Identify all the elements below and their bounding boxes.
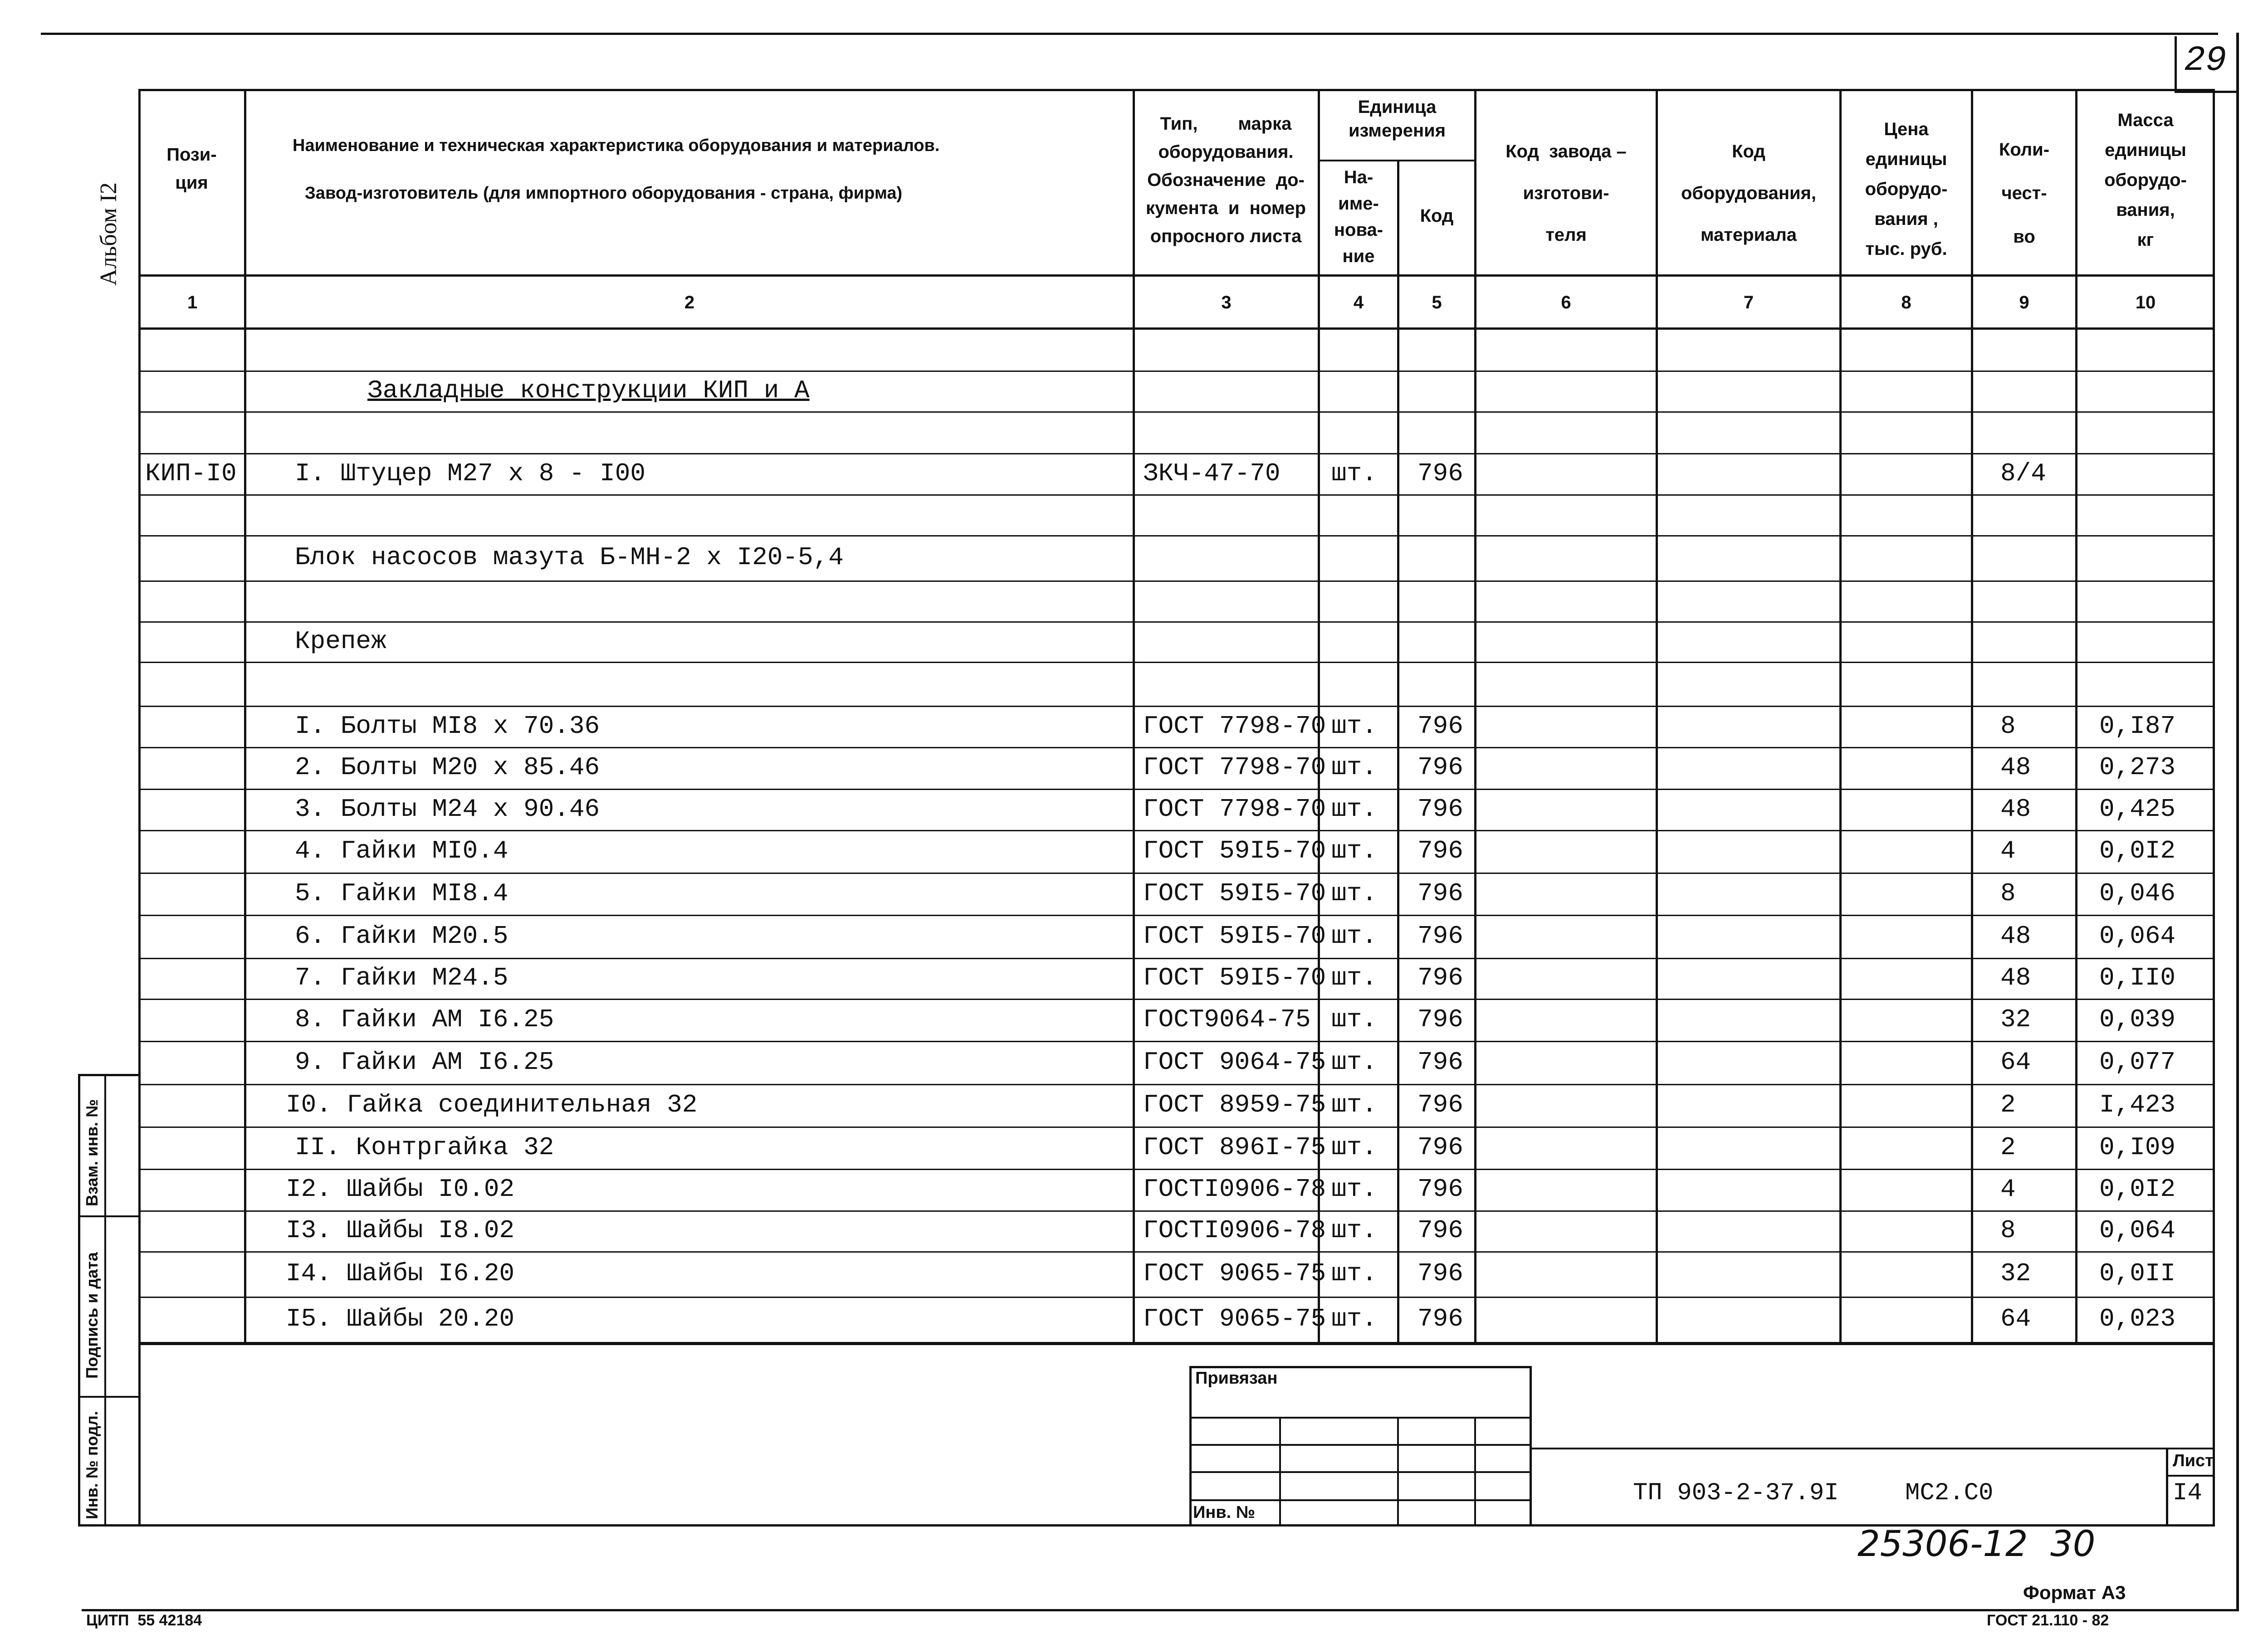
cell-mass: 0,0II bbox=[2099, 1259, 2176, 1288]
cell-type: ГОСТI0906-78 bbox=[1143, 1216, 1326, 1245]
header-mass: Масса единицы оборудо- вания, кг bbox=[2104, 110, 2187, 250]
cell-type: ГОСТ 8959-75 bbox=[1143, 1090, 1326, 1119]
bound-stamp-vline-3 bbox=[1474, 1417, 1476, 1527]
cell-type: ГОСТ 59I5-70 bbox=[1143, 921, 1326, 951]
cell-name: 3. Болты М24 х 90.46 bbox=[295, 794, 600, 824]
table-row bbox=[0, 454, 2268, 496]
colnum-8: 8 bbox=[1901, 293, 1911, 312]
cell-name: 9. Гайки АМ I6.25 bbox=[295, 1047, 554, 1077]
table-row bbox=[0, 663, 2268, 707]
bottom-frame-line bbox=[82, 1609, 2239, 1611]
left-strip-div-2 bbox=[78, 1396, 141, 1398]
cell-name: I5. Шайбы 20.20 bbox=[286, 1304, 515, 1333]
strip-podpis-label: Подпись и дата bbox=[83, 1252, 101, 1379]
cell-qty: 64 bbox=[2000, 1304, 2031, 1333]
document-code: ТП 903-2-37.9I bbox=[1633, 1479, 1839, 1507]
cell-name: I3. Шайбы I8.02 bbox=[286, 1216, 515, 1245]
cell-code: 796 bbox=[1418, 458, 1463, 488]
cell-type: ГОСТ 9065-75 bbox=[1143, 1304, 1326, 1333]
cell-code: 796 bbox=[1418, 1259, 1463, 1288]
table-row bbox=[0, 1042, 2268, 1085]
drawing-bottom-frame bbox=[138, 1343, 2215, 1527]
strip-vzam-label: Взам. инв. № bbox=[83, 1099, 101, 1206]
cell-code: 796 bbox=[1418, 1216, 1463, 1245]
table-row bbox=[0, 707, 2268, 748]
header-equipment-code: Код оборудования, материала bbox=[1681, 141, 1817, 245]
header-position: Пози- ция bbox=[166, 145, 217, 193]
cell-qty: 2 bbox=[2000, 1090, 2016, 1119]
cell-type: ГОСТ 59I5-70 bbox=[1143, 836, 1326, 865]
cell-type: ГОСТ 7798-70 bbox=[1143, 794, 1326, 824]
table-row bbox=[0, 1085, 2268, 1128]
cell-name: II. Контргайка 32 bbox=[295, 1132, 554, 1162]
cell-qty: 8 bbox=[2000, 711, 2016, 741]
cell-name: Крепеж bbox=[295, 626, 386, 656]
header-type: Тип, марка оборудования. Обозначение до- кумента и номер опросного листа bbox=[1146, 114, 1306, 246]
document-mark: МС2.С0 bbox=[1905, 1479, 1994, 1507]
table-row bbox=[0, 1170, 2268, 1212]
cell-unit: шт. bbox=[1331, 753, 1377, 782]
cell-mass: 0,I87 bbox=[2099, 711, 2176, 741]
cell-code: 796 bbox=[1418, 1132, 1463, 1162]
colnum-2: 2 bbox=[684, 293, 695, 312]
table-row bbox=[0, 496, 2268, 537]
cell-qty: 8 bbox=[2000, 878, 2016, 908]
table-row bbox=[0, 330, 2268, 372]
table-row bbox=[0, 831, 2268, 874]
cell-qty: 4 bbox=[2000, 1175, 2016, 1204]
table-row bbox=[0, 916, 2268, 959]
table-row bbox=[0, 1000, 2268, 1042]
table-row bbox=[0, 623, 2268, 663]
cell-name: Блок насосов мазута Б-МН-2 х I20-5,4 bbox=[295, 543, 844, 572]
sheet-box-line bbox=[2166, 1448, 2168, 1527]
cell-mass: I,423 bbox=[2099, 1090, 2176, 1119]
table-row bbox=[0, 874, 2268, 916]
table-row bbox=[0, 959, 2268, 1000]
cell-type: ГОСТ 59I5-70 bbox=[1143, 963, 1326, 992]
cell-qty: 8 bbox=[2000, 1216, 2016, 1245]
cell-code: 796 bbox=[1418, 753, 1463, 782]
table-row bbox=[0, 790, 2268, 831]
cell-name: I. Штуцер М27 х 8 - I00 bbox=[295, 458, 645, 488]
cell-mass: 0,064 bbox=[2099, 1216, 2176, 1245]
cell-name: 4. Гайки МI0.4 bbox=[295, 836, 508, 865]
colnum-6: 6 bbox=[1561, 293, 1571, 312]
cell-unit: шт. bbox=[1331, 794, 1377, 824]
cell-name: I2. Шайбы I0.02 bbox=[286, 1175, 515, 1204]
cell-unit: шт. bbox=[1331, 1047, 1377, 1077]
bound-stamp-vline-2 bbox=[1397, 1417, 1399, 1527]
cell-unit: шт. bbox=[1331, 711, 1377, 741]
cell-type: ГОСТ 7798-70 bbox=[1143, 753, 1326, 782]
colnum-9: 9 bbox=[2019, 293, 2029, 312]
header-unit-group: Единица измерения bbox=[1348, 97, 1446, 141]
cell-qty: 8/4 bbox=[2000, 458, 2046, 488]
header-unit-code: Код bbox=[1420, 206, 1454, 226]
format-label: Формат А3 bbox=[2023, 1582, 2126, 1603]
cell-code: 796 bbox=[1418, 1047, 1463, 1077]
cell-unit: шт. bbox=[1331, 1216, 1377, 1245]
bound-stamp-line-1 bbox=[1189, 1417, 1532, 1419]
corner-number: 29 bbox=[2184, 41, 2227, 81]
cell-unit: шт. bbox=[1331, 836, 1377, 865]
cell-unit: шт. bbox=[1331, 1132, 1377, 1162]
cell-mass: 0,273 bbox=[2099, 753, 2176, 782]
sheet-box-mid-line bbox=[2166, 1475, 2215, 1477]
left-strip-div-1 bbox=[78, 1215, 141, 1217]
table-row bbox=[0, 413, 2268, 454]
title-block-top-line bbox=[1532, 1448, 2215, 1449]
cell-code: 796 bbox=[1418, 878, 1463, 908]
cell-name: Закладные конструкции КИП и А bbox=[367, 376, 810, 405]
cell-code: 796 bbox=[1418, 1005, 1463, 1034]
cell-mass: 0,425 bbox=[2099, 794, 2176, 824]
table-row bbox=[0, 1253, 2268, 1298]
colnum-1: 1 bbox=[187, 293, 198, 312]
table-row bbox=[0, 582, 2268, 623]
header-bottom-line bbox=[138, 274, 2215, 277]
table-row bbox=[0, 748, 2268, 790]
cell-code: 796 bbox=[1418, 1304, 1463, 1333]
cell-name: I0. Гайка соединительная 32 bbox=[286, 1090, 698, 1119]
cell-unit: шт. bbox=[1331, 1304, 1377, 1333]
cell-unit: шт. bbox=[1331, 1090, 1377, 1119]
cell-unit: шт. bbox=[1331, 458, 1377, 488]
table-row bbox=[0, 1212, 2268, 1253]
cell-qty: 48 bbox=[2000, 794, 2031, 824]
colnum-4: 4 bbox=[1353, 293, 1364, 312]
cell-code: 796 bbox=[1418, 921, 1463, 951]
cell-qty: 48 bbox=[2000, 921, 2031, 951]
cell-mass: 0,064 bbox=[2099, 921, 2176, 951]
top-frame-line bbox=[41, 33, 2218, 35]
cell-name: I4. Шайбы I6.20 bbox=[286, 1259, 515, 1288]
cell-name: 6. Гайки М20.5 bbox=[295, 921, 508, 951]
bottom-right-standard: ГОСТ 21.110 - 82 bbox=[1987, 1612, 2109, 1629]
cell-unit: шт. bbox=[1331, 921, 1377, 951]
cell-pos: КИП-I0 bbox=[145, 458, 237, 488]
cell-code: 796 bbox=[1418, 1175, 1463, 1204]
sheet-label: Лист bbox=[2173, 1451, 2214, 1470]
colnum-3: 3 bbox=[1221, 293, 1232, 312]
cell-unit: шт. bbox=[1331, 1175, 1377, 1204]
cell-name: 5. Гайки МI8.4 bbox=[295, 878, 508, 908]
cell-code: 796 bbox=[1418, 711, 1463, 741]
cell-type: ГОСТ 896I-75 bbox=[1143, 1132, 1326, 1162]
bound-stamp-line-2 bbox=[1189, 1444, 1532, 1446]
header-price: Цена единицы оборудо- вания , тыс. руб. bbox=[1865, 119, 1948, 259]
cell-code: 796 bbox=[1418, 963, 1463, 992]
header-unit-name: На- име- нова- ние bbox=[1334, 167, 1383, 266]
cell-type: ГОСТI0906-78 bbox=[1143, 1175, 1326, 1204]
cell-type: ГОСТ 7798-70 bbox=[1143, 711, 1326, 741]
cell-mass: 0,I09 bbox=[2099, 1132, 2176, 1162]
bottom-left-code: ЦИТП 55 42184 bbox=[86, 1612, 202, 1629]
header-name-line1: Наименование и техническая характеристика оборудования и материалов. bbox=[293, 136, 940, 155]
left-strip-inner-line bbox=[104, 1074, 106, 1527]
table-row bbox=[0, 1298, 2268, 1343]
cell-mass: 0,046 bbox=[2099, 878, 2176, 908]
album-label: Альбом I2 bbox=[96, 182, 122, 286]
cell-qty: 32 bbox=[2000, 1005, 2031, 1034]
cell-mass: 0,0I2 bbox=[2099, 836, 2176, 865]
cell-type: ЗКЧ-47-70 bbox=[1143, 458, 1281, 488]
cell-mass: 0,II0 bbox=[2099, 963, 2176, 992]
cell-mass: 0,0I2 bbox=[2099, 1175, 2176, 1204]
header-quantity: Коли- чест- во bbox=[1999, 140, 2050, 247]
bound-stamp-vline-1 bbox=[1279, 1417, 1281, 1527]
sheet-value: I4 bbox=[2173, 1479, 2202, 1507]
cell-mass: 0,023 bbox=[2099, 1304, 2176, 1333]
cell-qty: 48 bbox=[2000, 753, 2031, 782]
cell-type: ГОСТ 9065-75 bbox=[1143, 1259, 1326, 1288]
bound-stamp-line-3 bbox=[1189, 1471, 1532, 1473]
cell-qty: 2 bbox=[2000, 1132, 2016, 1162]
cell-mass: 0,039 bbox=[2099, 1005, 2176, 1034]
cell-code: 796 bbox=[1418, 1090, 1463, 1119]
unit-group-line bbox=[1318, 160, 1476, 161]
cell-name: 8. Гайки АМ I6.25 bbox=[295, 1005, 554, 1034]
table-row bbox=[0, 537, 2268, 582]
cell-unit: шт. bbox=[1331, 1259, 1377, 1288]
cell-unit: шт. bbox=[1331, 963, 1377, 992]
cell-name: 2. Болты М20 х 85.46 bbox=[295, 753, 600, 782]
cell-mass: 0,077 bbox=[2099, 1047, 2176, 1077]
cell-qty: 32 bbox=[2000, 1259, 2031, 1288]
cell-type: ГОСТ 9064-75 bbox=[1143, 1047, 1326, 1077]
table-row bbox=[0, 1128, 2268, 1170]
cell-type: ГОСТ9064-75 bbox=[1143, 1005, 1311, 1034]
cell-code: 796 bbox=[1418, 836, 1463, 865]
header-factory-code: Код завода – изготови- теля bbox=[1505, 141, 1627, 245]
cell-name: 7. Гайки М24.5 bbox=[295, 963, 508, 992]
colnum-5: 5 bbox=[1432, 293, 1442, 312]
cell-qty: 48 bbox=[2000, 963, 2031, 992]
header-name-line2: Завод-изготовитель (для импортного оборудования - страна, фирма) bbox=[305, 184, 903, 203]
bound-label: Привязан bbox=[1195, 1369, 1278, 1388]
cell-unit: шт. bbox=[1331, 878, 1377, 908]
cell-code: 796 bbox=[1418, 794, 1463, 824]
handwritten-number: 25306-12 30 bbox=[1857, 1524, 2096, 1565]
cell-type: ГОСТ 59I5-70 bbox=[1143, 878, 1326, 908]
table-row bbox=[0, 372, 2268, 413]
strip-inv-label: Инв. № подл. bbox=[83, 1411, 101, 1519]
colnum-7: 7 bbox=[1743, 293, 1754, 312]
bound-stamp bbox=[1189, 1366, 1532, 1527]
bound-stamp-line-4 bbox=[1189, 1499, 1532, 1501]
cell-unit: шт. bbox=[1331, 1005, 1377, 1034]
cell-qty: 4 bbox=[2000, 836, 2016, 865]
colnum-10: 10 bbox=[2135, 293, 2156, 312]
inv-label: Инв. № bbox=[1193, 1503, 1256, 1522]
cell-qty: 64 bbox=[2000, 1047, 2031, 1077]
cell-name: I. Болты МI8 х 70.36 bbox=[295, 711, 600, 741]
